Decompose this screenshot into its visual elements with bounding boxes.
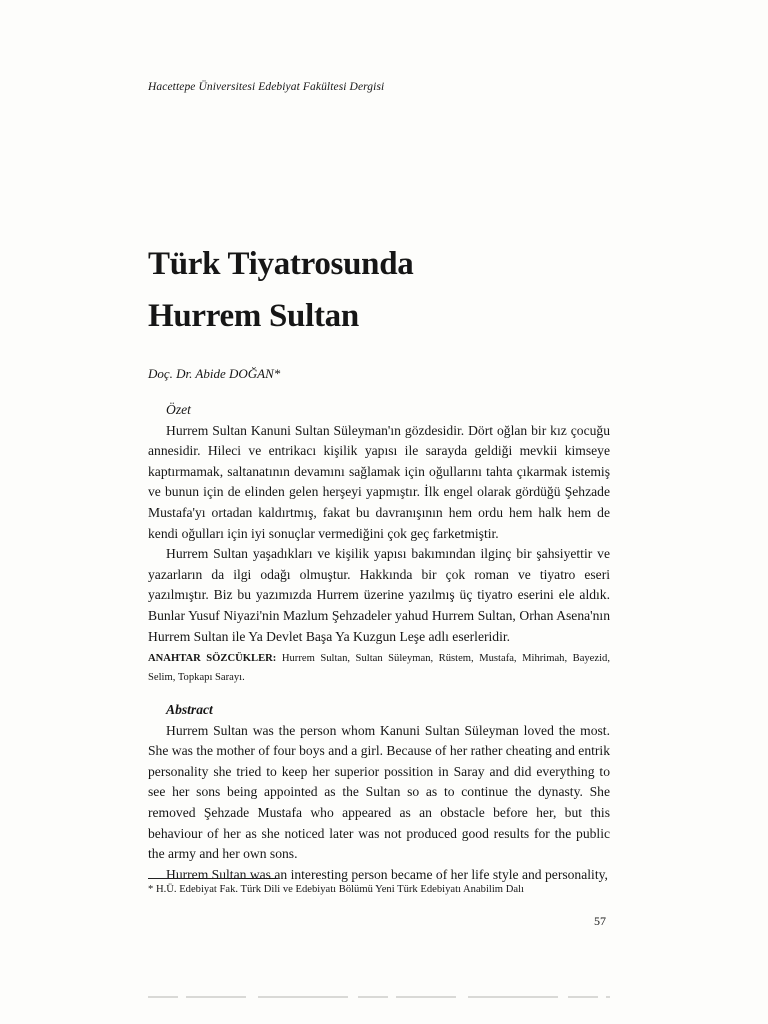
page-number: 57 <box>594 914 606 928</box>
ozet-paragraph-2: Hurrem Sultan yaşadıkları ve kişilik yapısı bakımından ilginç bir şahsiyettir ve yazarların da ilgi odağı olmuştur. Hakkında bir çok roman ve tiyatro eseri yazılmıştır. Biz bu yazımızda Hurrem üzerine yazılmış üç tiyatro eserini ele aldık. Bunlar Yusuf Niyazi'nin Mazlum Şehzadeler yahud Hurrem Sultan, Orhan Asena'nın Hurrem Sultan ile Ya Devlet Başa Ya Kuzgun Leşe adlı eserleridir. <box>148 546 610 644</box>
article-title-line-2: Hurrem Sultan <box>148 298 359 334</box>
article-title <box>148 238 413 342</box>
ozet-section <box>148 400 610 687</box>
keywords-text: Hurrem Sultan, Sultan Süleyman, Rüstem, Mustafa, Mihrimah, Bayezid, Selim, Topkapı Sarayı. <box>148 653 610 684</box>
scan-artifact-line <box>148 996 610 998</box>
abstract-heading: Abstract <box>166 702 213 717</box>
footnote-divider <box>148 878 278 879</box>
keywords <box>148 649 610 687</box>
abstract-section <box>148 700 610 885</box>
article-title-line-1: Türk Tiyatrosunda <box>148 246 414 282</box>
author-name: Doç. Dr. Abide DOĞAN* <box>148 366 281 381</box>
keywords-label: ANAHTAR SÖZCÜKLER: <box>148 653 277 665</box>
abstract-paragraph-2: Hurrem Sultan was an interesting person became of her life style and personality, <box>166 866 608 882</box>
journal-header: Hacettepe Üniversitesi Edebiyat Fakültesi Dergisi <box>148 81 385 93</box>
ozet-paragraph-1: Hurrem Sultan Kanuni Sultan Süleyman'ın gözdesidir. Dört oğlan bir kız çocuğu annesidir. Hileci ve entrikacı kişilik yapısı ile sarayda geldiği mevkii kimseye kaptırmamak, saltanatının devamını sağlamak için oğullarını tahta çıkarmak istemiş ve bunun için de elinden gelen herşeyi yapmıştır. İlk engel olarak gördüğü Şehzade Mustafa'yı ortadan kaldırtmış, fakat bu davranışının hem ordu hem halk hem de kendi oğulları için iyi sonuçlar vermediğini çok geç farketmiştir. <box>148 422 610 541</box>
abstract-paragraph-1: Hurrem Sultan was the person whom Kanuni Sultan Süleyman loved the most. She was the mother of four boys and a girl. Because of her rather cheating and entrik personality she tried to keep her superior possition in Saray and did everything to see her sons being appointed as the Sultan so as to continue the dynasty. She removed Şehzade Mustafa who appeared as an obstacle before her, but this behaviour of her as she noticed later was not produced good results for the public the army and her own sons. <box>148 722 610 862</box>
ozet-heading: Özet <box>166 402 191 417</box>
footnote: * H.Ü. Edebiyat Fak. Türk Dili ve Edebiyatı Bölümü Yeni Türk Edebiyatı Anabilim Dalı <box>148 884 524 895</box>
